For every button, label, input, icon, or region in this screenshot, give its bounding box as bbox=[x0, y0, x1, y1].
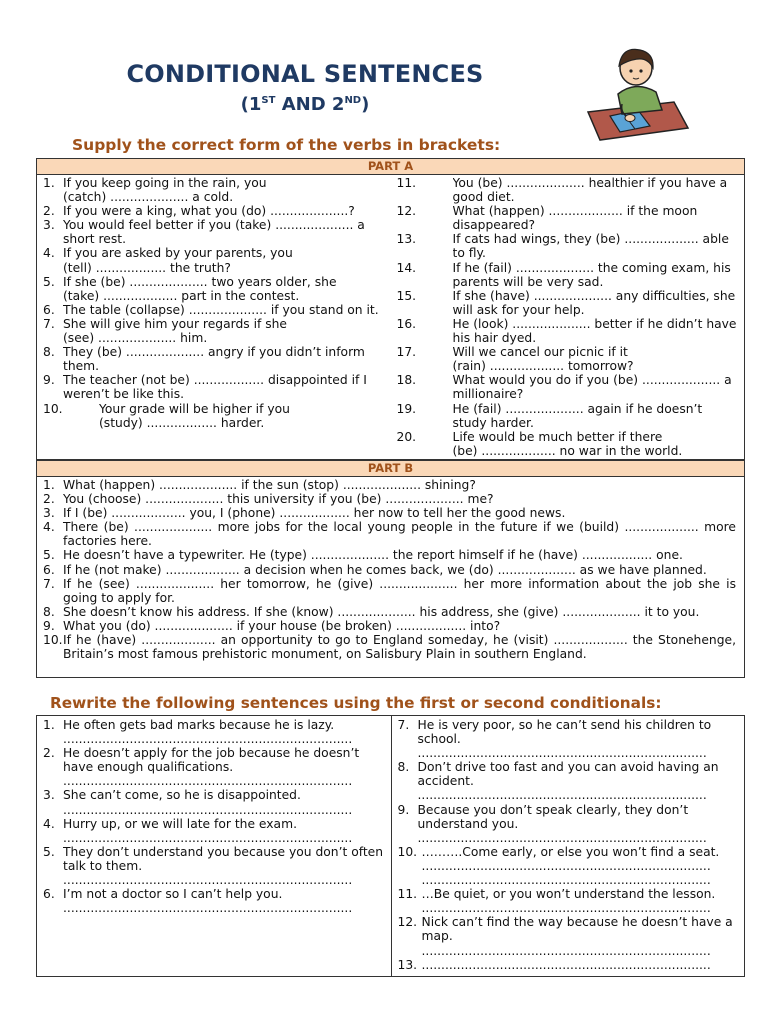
item-line: He (look) .................... better if he didn’t have his hair dyed. bbox=[452, 316, 737, 346]
item-text bbox=[63, 817, 385, 845]
list-item bbox=[43, 303, 385, 317]
item-line: If cats had wings, they (be) ................... able to fly. bbox=[452, 232, 729, 261]
item-number: 17. bbox=[396, 345, 417, 360]
item-number: 11. bbox=[396, 176, 417, 190]
item-line: What (happen) ................... if the moon disappeared? bbox=[452, 204, 698, 233]
part-a-right-column bbox=[391, 175, 745, 460]
list-item bbox=[398, 887, 739, 915]
item-number: 13. bbox=[397, 957, 418, 972]
item-line: If you keep going in the rain, you bbox=[63, 176, 267, 190]
item-text bbox=[63, 218, 385, 246]
item-line: They (be) .................... angry if you didn’t inform them. bbox=[63, 345, 365, 374]
list-item bbox=[43, 218, 385, 246]
item-number: 10. bbox=[43, 401, 63, 416]
item-number: 6. bbox=[43, 562, 55, 577]
item-number: 5. bbox=[43, 844, 55, 859]
rewrite-left-column bbox=[37, 716, 391, 976]
item-line: Life would be much better if there bbox=[452, 429, 663, 444]
list-item bbox=[397, 204, 739, 232]
item-text bbox=[63, 788, 385, 816]
item-text bbox=[63, 718, 385, 746]
item-number: 4. bbox=[43, 246, 55, 261]
item-line: She can’t come, so he is disappointed. bbox=[63, 788, 301, 803]
item-text bbox=[63, 246, 385, 274]
item-text: What you (do) .................... if your house (be broken) .................. into? bbox=[63, 618, 501, 633]
item-text bbox=[422, 958, 739, 972]
list-item bbox=[43, 633, 736, 661]
item-number: 7. bbox=[397, 718, 410, 732]
list-item bbox=[397, 317, 739, 345]
list-item bbox=[397, 261, 739, 289]
item-line: I’m not a doctor so I can’t help you. bbox=[63, 887, 283, 902]
list-item bbox=[397, 176, 739, 204]
item-line: If she (have) .................... any difficulties, she will ask for your help. bbox=[452, 288, 736, 317]
list-item bbox=[43, 373, 385, 401]
list-item bbox=[43, 317, 385, 345]
item-text bbox=[63, 317, 385, 345]
list-item bbox=[43, 887, 385, 915]
list-item bbox=[43, 275, 385, 303]
item-line: You would feel better if you (take) .................... a short rest. bbox=[63, 218, 365, 247]
item-number: 6. bbox=[43, 302, 55, 317]
item-line: If she (be) .................... two years older, she bbox=[63, 274, 337, 289]
item-line: .......................................................................... bbox=[417, 830, 707, 845]
item-text: You (choose) .................... this university if you (be) .................... me? bbox=[63, 492, 494, 507]
item-line: ……….Come early, or else you won’t find a seat. bbox=[421, 844, 720, 859]
item-text bbox=[63, 204, 385, 218]
item-text bbox=[63, 303, 385, 317]
item-line: He doesn’t apply for the job because he doesn’t have enough qualifications. bbox=[63, 746, 360, 775]
item-text bbox=[453, 289, 739, 317]
item-line: Hurry up, or we will late for the exam. bbox=[63, 816, 297, 831]
item-number: 7. bbox=[43, 316, 55, 331]
list-item bbox=[397, 430, 739, 458]
item-number: 13. bbox=[396, 232, 417, 247]
list-item bbox=[43, 402, 385, 430]
item-number: 2. bbox=[43, 746, 55, 761]
list-item bbox=[43, 577, 736, 605]
list-item bbox=[43, 563, 736, 577]
rewrite-box bbox=[36, 715, 745, 977]
item-number: 9. bbox=[43, 618, 55, 633]
item-text bbox=[422, 887, 739, 915]
item-number: 3. bbox=[43, 218, 55, 233]
item-number: 15. bbox=[396, 288, 417, 303]
item-line: Because you don’t speak clearly, they don’t understand you. bbox=[417, 802, 689, 831]
list-item bbox=[43, 520, 736, 548]
list-item bbox=[43, 246, 385, 274]
item-text bbox=[63, 746, 385, 788]
item-line: Nick can’t find the way because he doesn’t have a map. bbox=[421, 915, 733, 944]
boy-reading-book-icon bbox=[578, 44, 698, 144]
page-subtitle: (1ST AND 2ND) bbox=[240, 94, 370, 115]
item-number: 1. bbox=[43, 718, 55, 732]
item-number: 12. bbox=[397, 915, 418, 930]
list-item bbox=[43, 176, 385, 204]
item-number: 5. bbox=[43, 274, 55, 289]
list-item bbox=[43, 817, 385, 845]
item-line: (rain) ................... tomorrow? bbox=[452, 359, 634, 374]
item-line: .......................................................................... bbox=[63, 774, 353, 789]
item-number: 2. bbox=[43, 492, 55, 507]
item-number: 3. bbox=[43, 506, 55, 521]
item-number: 10. bbox=[43, 633, 63, 648]
item-number: 19. bbox=[396, 401, 417, 416]
item-number: 12. bbox=[396, 204, 417, 219]
item-number: 7. bbox=[43, 576, 55, 591]
item-line: He often gets bad marks because he is lazy. bbox=[63, 718, 335, 732]
item-number: 8. bbox=[397, 760, 410, 775]
item-line: You (be) .................... healthier if you have a good diet. bbox=[452, 176, 728, 205]
list-item bbox=[43, 204, 385, 218]
list-item bbox=[43, 718, 385, 746]
item-text bbox=[63, 373, 385, 401]
item-text: What (happen) .................... if the sun (stop) .................... shining? bbox=[63, 478, 476, 492]
rewrite-right-column bbox=[391, 716, 745, 976]
item-text bbox=[453, 345, 739, 373]
list-item bbox=[398, 760, 739, 802]
item-number: 6. bbox=[43, 887, 55, 902]
item-text bbox=[453, 430, 739, 458]
item-number: 14. bbox=[396, 260, 417, 275]
item-text bbox=[453, 373, 739, 401]
part-a-box bbox=[36, 158, 745, 460]
item-number: 5. bbox=[43, 548, 55, 563]
item-number: 8. bbox=[43, 604, 55, 619]
list-item bbox=[398, 803, 739, 845]
part-a-left-column bbox=[37, 175, 391, 460]
item-line: If he (fail) .................... the coming exam, his parents will be very sad. bbox=[452, 260, 731, 289]
item-line: If you were a king, what you (do) ....................? bbox=[63, 204, 355, 219]
item-text bbox=[453, 261, 739, 289]
instruction-part1: Supply the correct form of the verbs in brackets: bbox=[72, 136, 501, 154]
list-item bbox=[397, 232, 739, 260]
item-line: What would you do if you (be) .................... a millionaire? bbox=[452, 373, 732, 402]
item-text: If he (not make) ................... a decision when he comes back, we (do) .................... as we have planned. bbox=[63, 562, 707, 577]
item-line: The teacher (not be) .................. disappointed if I weren’t be like this. bbox=[63, 373, 367, 402]
item-line: (tell) .................. the truth? bbox=[63, 260, 231, 275]
item-text bbox=[453, 204, 739, 232]
item-text bbox=[63, 176, 385, 204]
list-item bbox=[43, 492, 736, 506]
item-text bbox=[422, 845, 739, 887]
part-b-label: PART B bbox=[37, 461, 744, 477]
item-text: If he (have) ................... an opportunity to go to England someday, he (visit) ................... the Stonehenge, Britain’s most famous prehistoric monument, on Salisbury Plain in southern England. bbox=[63, 633, 736, 662]
item-text: There (be) .................... more jobs for the local young people in the future if we (build) ................... more factories here. bbox=[63, 520, 736, 549]
item-text bbox=[63, 345, 385, 373]
item-line: Your grade will be higher if you bbox=[99, 401, 290, 416]
item-number: 20. bbox=[396, 429, 417, 444]
item-line: .......................................................................... bbox=[63, 802, 353, 817]
item-text: If he (see) .................... her tomorrow, he (give) .................... her more information about the job she is going to apply for. bbox=[63, 576, 736, 605]
item-line: .......................................................................... bbox=[421, 858, 711, 873]
item-number: 16. bbox=[396, 316, 417, 331]
item-number: 1. bbox=[43, 176, 55, 190]
item-text bbox=[453, 402, 739, 430]
list-item bbox=[43, 506, 736, 520]
item-number: 8. bbox=[43, 345, 55, 360]
list-item bbox=[398, 915, 739, 957]
list-item bbox=[43, 845, 385, 887]
item-line: .......................................................................... bbox=[421, 943, 711, 958]
item-line: She will give him your regards if she bbox=[63, 316, 287, 331]
item-line: Will we cancel our picnic if it bbox=[452, 345, 628, 360]
page-title: CONDITIONAL SENTENCES bbox=[126, 60, 484, 88]
item-text bbox=[63, 887, 385, 915]
item-line: .......................................................................... bbox=[417, 788, 707, 803]
item-number: 9. bbox=[43, 373, 55, 388]
item-text bbox=[453, 176, 739, 204]
list-item bbox=[397, 289, 739, 317]
item-line: .......................................................................... bbox=[63, 873, 353, 888]
item-text bbox=[418, 803, 739, 845]
instruction-rewrite: Rewrite the following sentences using the first or second conditionals: bbox=[50, 694, 662, 712]
item-line: .......................................................................... bbox=[421, 901, 711, 916]
list-item bbox=[398, 718, 739, 760]
item-line: (study) .................. harder. bbox=[99, 415, 265, 430]
list-item bbox=[43, 746, 385, 788]
item-number: 3. bbox=[43, 788, 55, 803]
item-text: If I (be) ................... you, I (phone) .................. her now to tell her the good news. bbox=[63, 506, 566, 521]
list-item bbox=[397, 373, 739, 401]
list-item bbox=[43, 605, 736, 619]
item-text: She doesn’t know his address. If she (know) .................... his address, she (give) .................... it to you. bbox=[63, 604, 700, 619]
item-line: .......................................................................... bbox=[63, 732, 353, 747]
item-line: If you are asked by your parents, you bbox=[63, 246, 293, 261]
item-line: .......................................................................... bbox=[63, 901, 353, 916]
item-line: (be) ................... no war in the world. bbox=[452, 443, 683, 458]
item-text bbox=[63, 275, 385, 303]
item-line: Don’t drive too fast and you can avoid having an accident. bbox=[417, 760, 719, 789]
part-b-box bbox=[36, 460, 745, 678]
item-line: …Be quiet, or you won’t understand the lesson. bbox=[421, 887, 716, 902]
item-line: He (fail) .................... again if he doesn’t study harder. bbox=[452, 401, 703, 430]
part-a-label: PART A bbox=[37, 159, 744, 175]
part-b-list bbox=[37, 477, 744, 663]
item-line: (see) .................... him. bbox=[63, 331, 208, 346]
item-line: .......................................................................... bbox=[63, 830, 353, 845]
item-line: (take) ................... part in the contest. bbox=[63, 288, 300, 303]
item-number: 10. bbox=[397, 844, 418, 859]
list-item bbox=[43, 478, 736, 492]
item-number: 4. bbox=[43, 520, 55, 535]
item-text bbox=[453, 232, 739, 260]
item-line: They don’t understand you because you don’t often talk to them. bbox=[63, 844, 384, 873]
list-item bbox=[43, 619, 736, 633]
item-number: 18. bbox=[396, 373, 417, 388]
list-item bbox=[43, 345, 385, 373]
list-item bbox=[398, 958, 739, 972]
item-number: 1. bbox=[43, 478, 55, 492]
list-item bbox=[43, 548, 736, 562]
item-text bbox=[422, 915, 739, 957]
list-item bbox=[397, 345, 739, 373]
item-number: 2. bbox=[43, 204, 55, 219]
item-number: 4. bbox=[43, 816, 55, 831]
item-line: The table (collapse) .................... if you stand on it. bbox=[63, 302, 379, 317]
item-line: .......................................................................... bbox=[421, 873, 711, 888]
item-number: 9. bbox=[397, 802, 410, 817]
item-text: He doesn’t have a typewriter. He (type) .................... the report himself if he (have) .................. one. bbox=[63, 548, 683, 563]
item-text bbox=[453, 317, 739, 345]
item-number: 11. bbox=[397, 887, 418, 902]
item-line: .......................................................................... bbox=[417, 746, 707, 761]
list-item bbox=[398, 845, 739, 887]
item-text bbox=[418, 760, 739, 802]
item-text bbox=[63, 845, 385, 887]
item-line: (catch) .................... a cold. bbox=[63, 190, 234, 205]
item-text bbox=[418, 718, 739, 760]
list-item bbox=[397, 402, 739, 430]
item-line: He is very poor, so he can’t send his children to school. bbox=[417, 718, 712, 747]
item-line: .......................................................................... bbox=[421, 957, 711, 972]
item-text bbox=[99, 402, 385, 430]
list-item bbox=[43, 788, 385, 816]
